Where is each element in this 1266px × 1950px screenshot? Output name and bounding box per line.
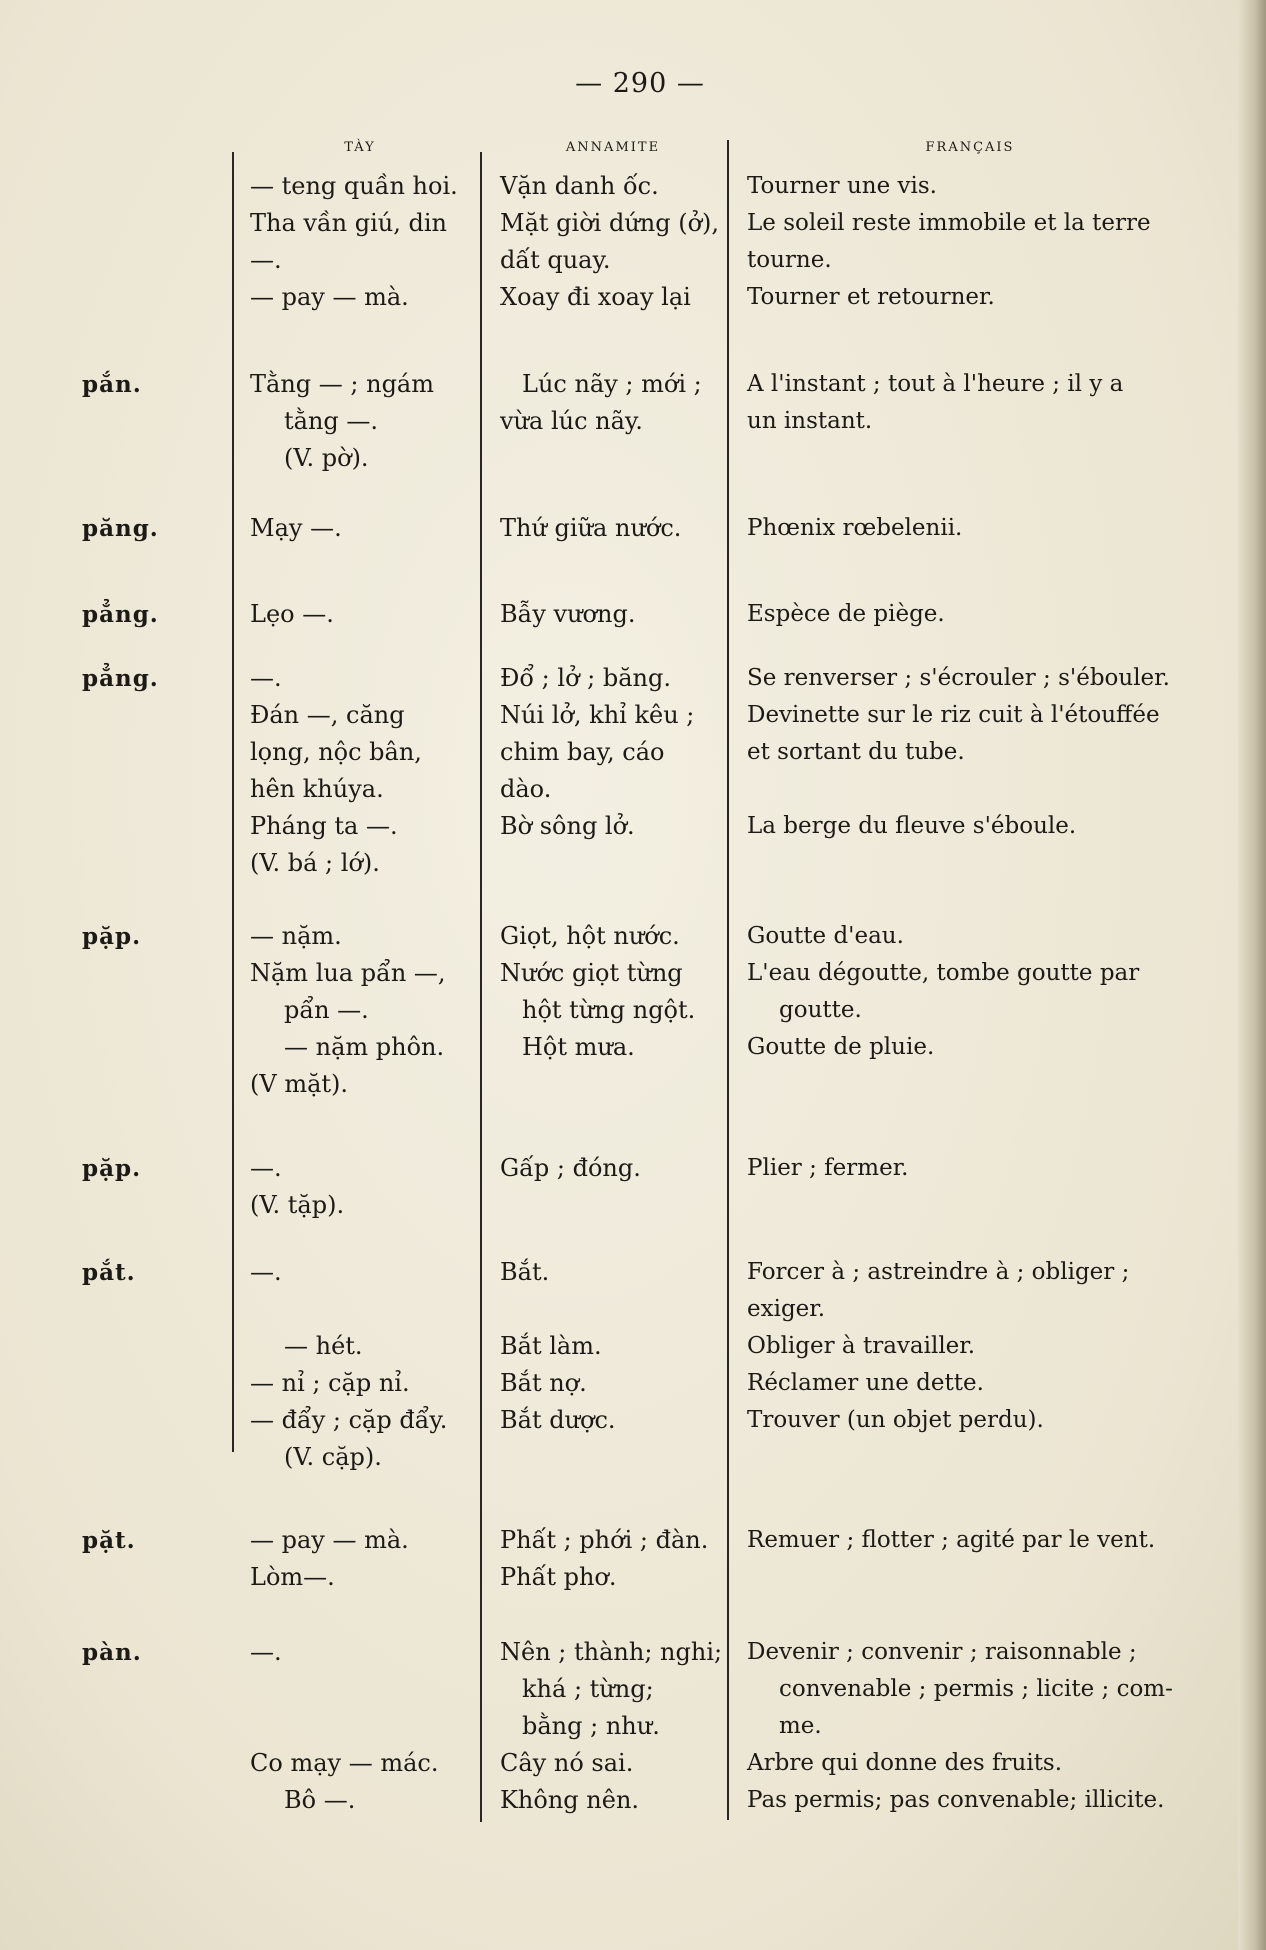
annamite-line: Không nên. — [500, 1786, 640, 1814]
annamite-line: hột từng ngột. — [522, 996, 696, 1024]
francais-line: La berge du fleuve s'éboule. — [747, 813, 1077, 839]
tay-line: tằng —. — [284, 407, 379, 435]
annamite-line: Xoay đi xoay lại — [500, 283, 691, 311]
entry-annamite-cell — [500, 366, 702, 440]
tay-line: (V. tặp). — [250, 1191, 345, 1219]
francais-line: tourne. — [747, 247, 832, 273]
tay-line: pẩn —. — [284, 996, 369, 1024]
francais-line: Devenir ; convenir ; raisonnable ; — [747, 1639, 1137, 1665]
entry-annamite-cell — [500, 1522, 708, 1596]
annamite-line: Giọt, hột nước. — [500, 922, 680, 950]
column-header-tay: TÀY — [344, 140, 376, 155]
francais-line — [747, 771, 1170, 808]
francais-line: Phœnix rœbelenii. — [747, 515, 963, 541]
francais-line: Trouver (un objet perdu). — [747, 1407, 1044, 1433]
entry-annamite-cell — [500, 1634, 722, 1819]
tay-line: Mạy —. — [250, 514, 342, 542]
entry-headword: pàn. — [82, 1639, 142, 1666]
tay-line: Tằng — ; ngám — [250, 370, 434, 398]
francais-line: Plier ; fermer. — [747, 1155, 909, 1181]
annamite-line: Lúc nãy ; mới ; — [522, 370, 702, 398]
column-rule-2 — [480, 152, 482, 1822]
column-rule-1 — [232, 152, 234, 1452]
annamite-line: Thứ giữa nước. — [500, 514, 682, 542]
francais-line: L'eau dégoutte, tombe goutte par — [747, 960, 1140, 986]
tay-line: (V. bá ; lớ). — [250, 849, 380, 877]
tay-line: — teng quần hoi. — [250, 172, 458, 200]
tay-line: (V mặt). — [250, 1070, 349, 1098]
francais-line: Se renverser ; s'écrouler ; s'ébouler. — [747, 665, 1170, 691]
entry-annamite-cell — [500, 510, 681, 547]
annamite-line: dào. — [500, 775, 552, 803]
tay-line: (V. pờ). — [284, 444, 369, 472]
entry-francais-cell — [747, 660, 1170, 845]
francais-line: Pas permis; pas convenable; illicite. — [747, 1787, 1165, 1813]
annamite-line: vừa lúc nãy. — [500, 407, 643, 435]
francais-line: Arbre qui donne des fruits. — [747, 1750, 1063, 1776]
entry-francais-cell — [747, 366, 1123, 440]
tay-line — [250, 1671, 438, 1708]
francais-line: Obliger à travailler. — [747, 1333, 976, 1359]
francais-line: Devinette sur le riz cuit à l'étouffée — [747, 702, 1160, 728]
page-edge — [1238, 0, 1266, 1950]
tay-line: — pay — mà. — [250, 283, 409, 311]
francais-line: et sortant du tube. — [747, 739, 965, 765]
entry-tay-cell — [250, 596, 334, 633]
francais-line: Tourner et retourner. — [747, 284, 995, 310]
entry-francais-cell — [747, 596, 945, 633]
tay-line: Lẹo —. — [250, 600, 334, 628]
entry-tay-cell — [250, 510, 342, 547]
tay-line: — nặm phôn. — [284, 1033, 445, 1061]
tay-line: —. — [250, 664, 282, 692]
tay-line: Đán —, căng — [250, 701, 405, 729]
tay-line — [250, 1708, 438, 1745]
entry-headword: pẳng. — [82, 601, 159, 628]
annamite-line: Phất phơ. — [500, 1563, 617, 1591]
tay-line: — pay — mà. — [250, 1526, 409, 1554]
entry-headword: pắt. — [82, 1259, 136, 1286]
entry-annamite-cell — [500, 660, 694, 845]
entry-headword: pắn. — [82, 371, 142, 398]
entry-tay-cell — [250, 1150, 344, 1224]
francais-line — [747, 1559, 1155, 1596]
annamite-line: Mặt giời dứng (ở), — [500, 209, 720, 237]
francais-line: Espèce de piège. — [747, 601, 945, 627]
annamite-line: Nên ; thành; nghi; — [500, 1638, 723, 1666]
tay-line: hên khúya. — [250, 775, 384, 803]
entry-annamite-cell — [500, 1150, 641, 1187]
tay-line: — nặm. — [250, 922, 342, 950]
annamite-line — [500, 1291, 616, 1328]
annamite-line: chim bay, cáo — [500, 738, 665, 766]
annamite-line: Gấp ; đóng. — [500, 1154, 641, 1182]
annamite-line: Bắt. — [500, 1258, 550, 1286]
annamite-line: Phất ; phới ; đàn. — [500, 1526, 709, 1554]
entry-tay-cell — [250, 1254, 447, 1476]
annamite-line: Bẫy vương. — [500, 600, 636, 628]
tay-line — [250, 1291, 447, 1328]
entry-francais-cell — [747, 168, 1151, 316]
entry-francais-cell — [747, 1634, 1173, 1819]
tay-line: Tha vần giú, din — [250, 209, 448, 237]
entry-headword: pẳng. — [82, 665, 159, 692]
tay-line: Bô —. — [284, 1786, 356, 1814]
annamite-line: Núi lở, khỉ kêu ; — [500, 701, 695, 729]
entry-headword: pặp. — [82, 923, 142, 950]
annamite-line: Bắt dược. — [500, 1406, 616, 1434]
francais-line: Tourner une vis. — [747, 173, 937, 199]
tay-line: Nặm lua pẩn —, — [250, 959, 446, 987]
tay-line: (V. cặp). — [284, 1443, 382, 1471]
column-header-annamite: ANNAMITE — [565, 140, 661, 155]
entry-tay-cell — [250, 366, 434, 477]
entry-tay-cell — [250, 660, 422, 882]
tay-line: —. — [250, 1154, 282, 1182]
tay-line: Pháng ta —. — [250, 812, 398, 840]
annamite-line: Bắt làm. — [500, 1332, 602, 1360]
column-header-francais: FRANÇAIS — [925, 140, 1015, 155]
entry-headword: pặt. — [82, 1527, 136, 1554]
annamite-line: Bờ sông lở. — [500, 812, 635, 840]
francais-line: Le soleil reste immobile et la terre — [747, 210, 1151, 236]
column-rule-3 — [727, 140, 729, 1820]
tay-line: —. — [250, 246, 282, 274]
annamite-line: dất quay. — [500, 246, 611, 274]
francais-line: Goutte de pluie. — [747, 1034, 935, 1060]
page-number: — 290 — — [575, 68, 705, 99]
annamite-line: Vặn danh ốc. — [500, 172, 659, 200]
tay-line: — đẩy ; cặp đẩy. — [250, 1406, 448, 1434]
entry-francais-cell — [747, 918, 1139, 1066]
francais-line: A l'instant ; tout à l'heure ; il y a — [747, 371, 1124, 397]
annamite-line: Bắt nợ. — [500, 1369, 587, 1397]
francais-line: convenable ; permis ; licite ; com- — [779, 1676, 1173, 1702]
annamite-line: Cây nó sai. — [500, 1749, 634, 1777]
francais-line: Réclamer une dette. — [747, 1370, 984, 1396]
annamite-line: Hột mưa. — [522, 1033, 635, 1061]
annamite-line: Nước giọt từng — [500, 959, 683, 987]
entry-headword: pặp. — [82, 1155, 142, 1182]
entry-tay-cell — [250, 918, 446, 1103]
francais-line: un instant. — [747, 408, 873, 434]
annamite-line: Đổ ; lở ; băng. — [500, 664, 671, 692]
francais-line: me. — [779, 1713, 822, 1739]
tay-line: —. — [250, 1638, 282, 1666]
tay-line: Co mạy — mác. — [250, 1749, 439, 1777]
entry-annamite-cell — [500, 1254, 616, 1439]
entry-tay-cell — [250, 168, 458, 316]
tay-line: —. — [250, 1258, 282, 1286]
entry-francais-cell — [747, 510, 962, 547]
entry-francais-cell — [747, 1522, 1155, 1596]
entry-francais-cell — [747, 1150, 908, 1187]
tay-line: lọng, nộc bân, — [250, 738, 422, 766]
tay-line: — hét. — [284, 1332, 363, 1360]
francais-line: Remuer ; flotter ; agité par le vent. — [747, 1527, 1156, 1553]
annamite-line: bằng ; như. — [522, 1712, 660, 1740]
entry-tay-cell — [250, 1634, 438, 1819]
annamite-line: khá ; từng; — [522, 1675, 654, 1703]
francais-line: exiger. — [747, 1296, 826, 1322]
francais-line: Goutte d'eau. — [747, 923, 904, 949]
entry-annamite-cell — [500, 596, 635, 633]
entry-annamite-cell — [500, 168, 719, 316]
entry-francais-cell — [747, 1254, 1129, 1439]
tay-line: — nỉ ; cặp nỉ. — [250, 1369, 410, 1397]
entry-headword: păng. — [82, 515, 159, 542]
entry-annamite-cell — [500, 918, 695, 1066]
tay-line: Lòm—. — [250, 1563, 335, 1591]
entry-tay-cell — [250, 1522, 409, 1596]
francais-line: goutte. — [779, 997, 862, 1023]
francais-line: Forcer à ; astreindre à ; obliger ; — [747, 1259, 1130, 1285]
